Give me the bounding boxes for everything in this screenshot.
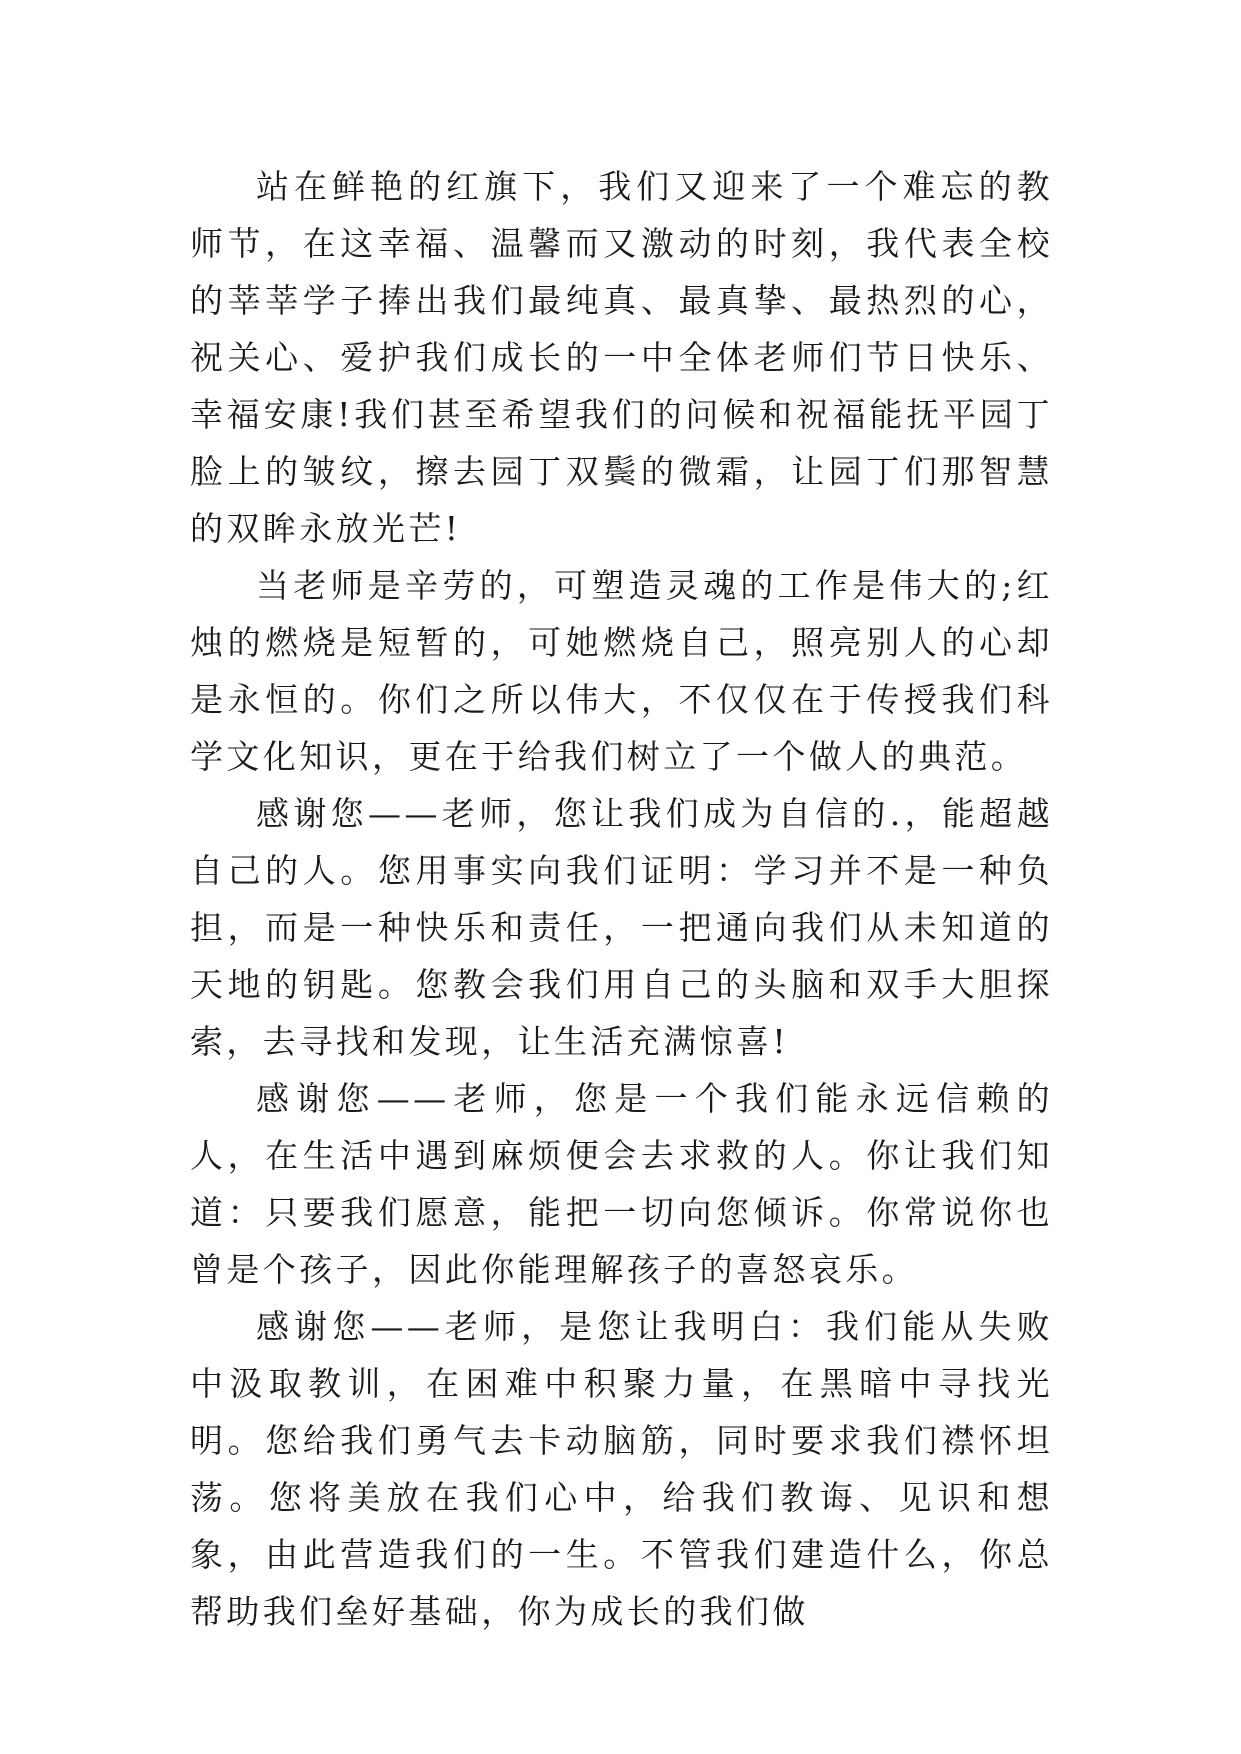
paragraph-5: 感谢您——老师，是您让我明白：我们能从失败中汲取教训，在困难中积聚力量，在黑暗中寻找光明。您给我们勇气去卡动脑筋，同时要求我们襟怀坦荡。您将美放在我们心中，给我们教诲、见识和想象，由此营造我们的一生。不管我们建造什么，你总帮助我们垒好基础，你为成长的我们做 (190, 1307, 1053, 1631)
paragraph-3: 感谢您——老师，您让我们成为自信的.，能超越自己的人。您用事实向我们证明：学习并不是一种负担，而是一种快乐和责任，一把通向我们从未知道的天地的钥匙。您教会我们用自己的头脑和双手大胆探索，去寻找和发现，让生活充满惊喜! (190, 794, 1053, 1061)
paragraph-4: 感谢您——老师，您是一个我们能永远信赖的人，在生活中遇到麻烦便会去求救的人。你让我们知道：只要我们愿意，能把一切向您倾诉。你常说你也曾是个孩子，因此你能理解孩子的喜怒哀乐。 (190, 1079, 1053, 1289)
document-body (190, 158, 1053, 1640)
paragraph-1: 站在鲜艳的红旗下，我们又迎来了一个难忘的教师节，在这幸福、温馨而又激动的时刻，我代表全校的莘莘学子捧出我们最纯真、最真挚、最热烈的心，祝关心、爱护我们成长的一中全体老师们节日快乐、幸福安康!我们甚至希望我们的问候和祝福能抚平园丁脸上的皱纹，擦去园丁双鬓的微霜，让园丁们那智慧的双眸永放光芒! (190, 167, 1053, 548)
paragraph-2: 当老师是辛劳的，可塑造灵魂的工作是伟大的;红烛的燃烧是短暂的，可她燃烧自己，照亮别人的心却是永恒的。你们之所以伟大，不仅仅在于传授我们科学文化知识，更在于给我们树立了一个做人的典范。 (190, 566, 1053, 776)
